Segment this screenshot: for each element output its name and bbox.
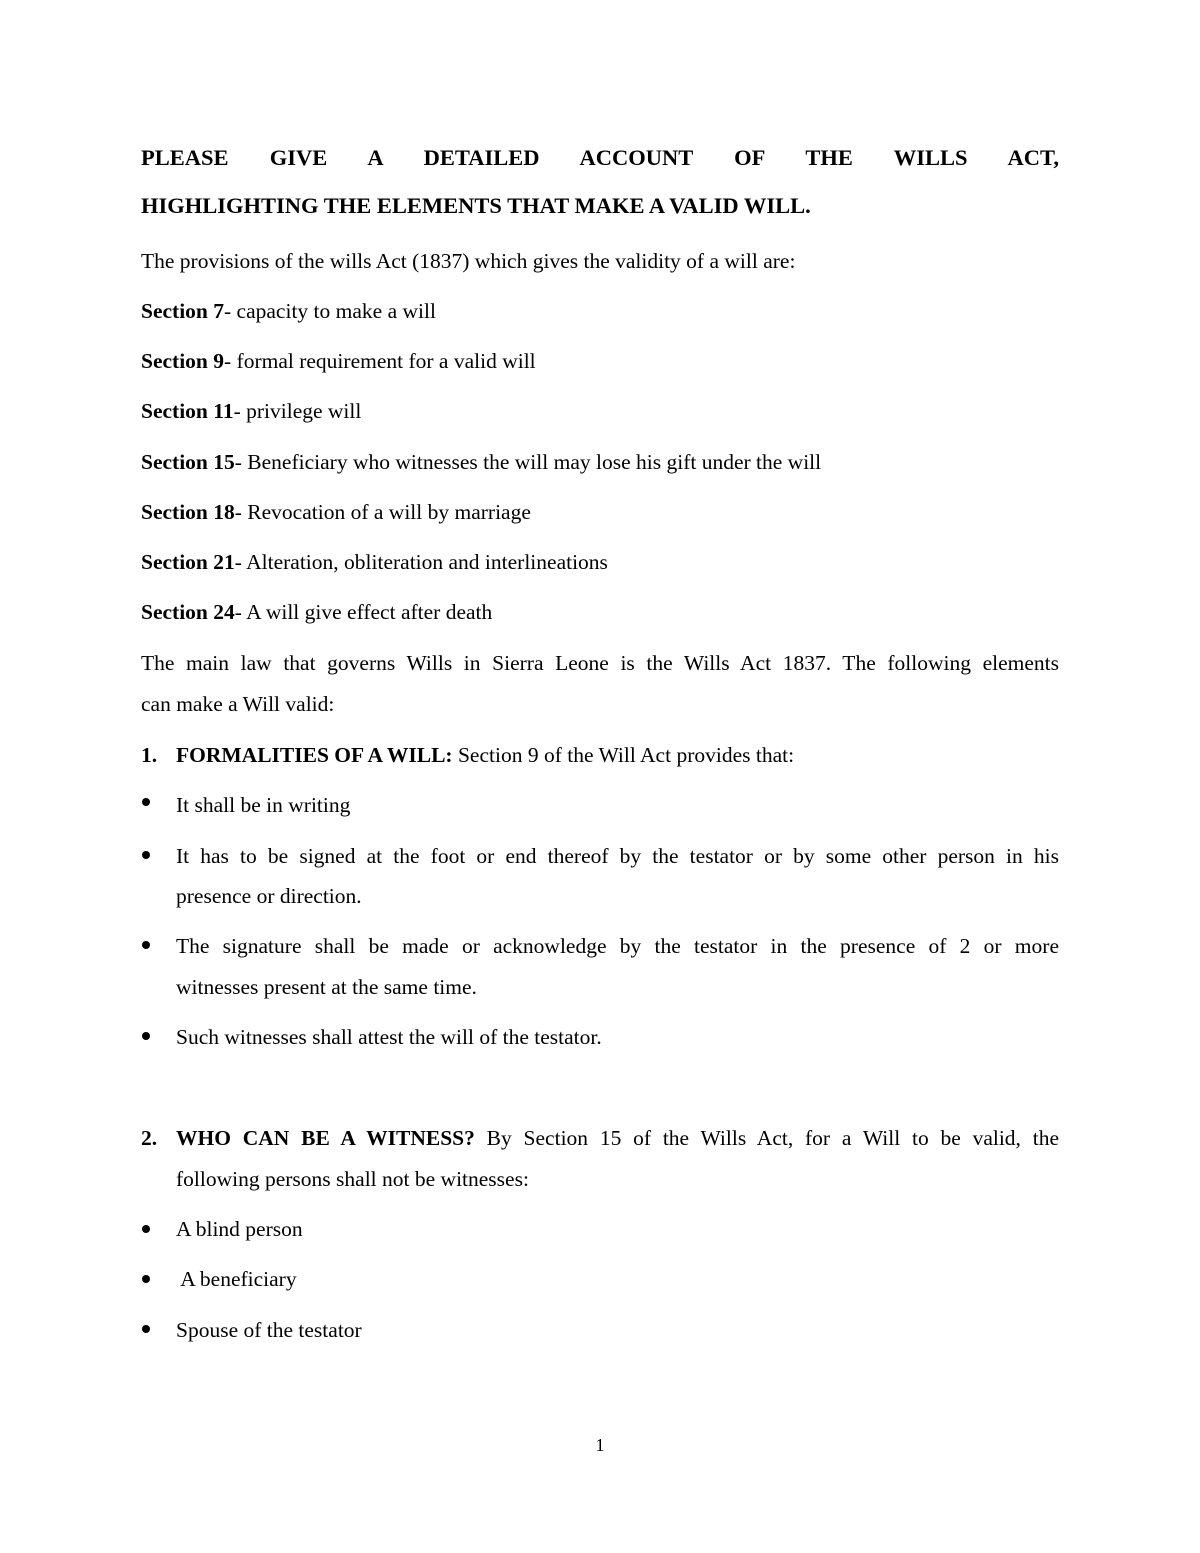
- section-text: - capacity to make a will: [224, 299, 436, 323]
- bullet-text: Spouse of the testator: [176, 1318, 362, 1342]
- list-text-continued: following persons shall not be witnesses:: [176, 1167, 529, 1191]
- section-item: [141, 447, 821, 477]
- list-item-formalities: [176, 740, 794, 770]
- page-number: 1: [595, 1435, 605, 1455]
- bullet-icon: [142, 941, 150, 949]
- section-item: [141, 396, 361, 426]
- section-label: Section 11: [141, 399, 234, 423]
- section-text: - A will give effect after death: [234, 600, 493, 624]
- main-law-line-2: can make a Will valid:: [141, 692, 335, 716]
- bullet-icon: [142, 1225, 150, 1233]
- bullet-text: Such witnesses shall attest the will of the testator.: [176, 1025, 602, 1049]
- list-item-witness: [176, 1123, 1059, 1153]
- section-text: - Alteration, obliteration and interlineations: [234, 550, 608, 574]
- main-law-line-1: The main law that governs Wills in Sierra Leone is the Wills Act 1837. The following elements: [141, 651, 1059, 675]
- bullet-icon: [142, 1275, 150, 1283]
- list-number: 1.: [141, 743, 158, 767]
- section-text: - formal requirement for a valid will: [224, 349, 536, 373]
- bullet-text: A blind person: [176, 1217, 303, 1241]
- section-label: Section 24: [141, 600, 235, 624]
- bullet-text-continued: witnesses present at the same time.: [176, 975, 477, 999]
- list-heading: WHO CAN BE A WITNESS?: [176, 1126, 475, 1150]
- section-label: Section 7: [141, 299, 225, 323]
- title-line-1: PLEASE GIVE A DETAILED ACCOUNT OF THE WILLS ACT,: [141, 145, 1059, 170]
- list-number: 2.: [141, 1126, 158, 1150]
- intro-paragraph: The provisions of the wills Act (1837) which gives the validity of a will are:: [141, 249, 796, 273]
- bullet-text: It has to be signed at the foot or end thereof by the testator or by some other person in his: [176, 844, 1059, 868]
- bullet-icon: [142, 1325, 150, 1333]
- section-label: Section 9: [141, 349, 225, 373]
- section-text: - Revocation of a will by marriage: [234, 500, 531, 524]
- bullet-icon: [142, 851, 150, 859]
- bullet-text: A beneficiary: [176, 1267, 297, 1291]
- section-item: [141, 547, 608, 577]
- section-item: [141, 296, 436, 326]
- bullet-text: It shall be in writing: [176, 793, 351, 817]
- bullet-icon: [142, 1032, 150, 1040]
- bullet-text: The signature shall be made or acknowledge by the testator in the presence of 2 or more: [176, 934, 1059, 958]
- section-item: [141, 497, 531, 527]
- bullet-text-continued: presence or direction.: [176, 884, 362, 908]
- section-label: Section 21: [141, 550, 235, 574]
- section-label: Section 18: [141, 500, 235, 524]
- section-label: Section 15: [141, 450, 235, 474]
- section-text: - Beneficiary who witnesses the will may lose his gift under the will: [234, 450, 822, 474]
- section-item: [141, 346, 536, 376]
- section-item: [141, 597, 492, 627]
- list-heading: FORMALITIES OF A WILL:: [176, 743, 453, 767]
- list-text: Section 9 of the Will Act provides that:: [452, 743, 795, 767]
- bullet-icon: [142, 798, 150, 806]
- title-line-2: HIGHLIGHTING THE ELEMENTS THAT MAKE A VALID WILL.: [141, 193, 811, 218]
- list-text: By Section 15 of the Wills Act, for a Will to be valid, the: [474, 1126, 1059, 1150]
- section-text: - privilege will: [233, 399, 362, 423]
